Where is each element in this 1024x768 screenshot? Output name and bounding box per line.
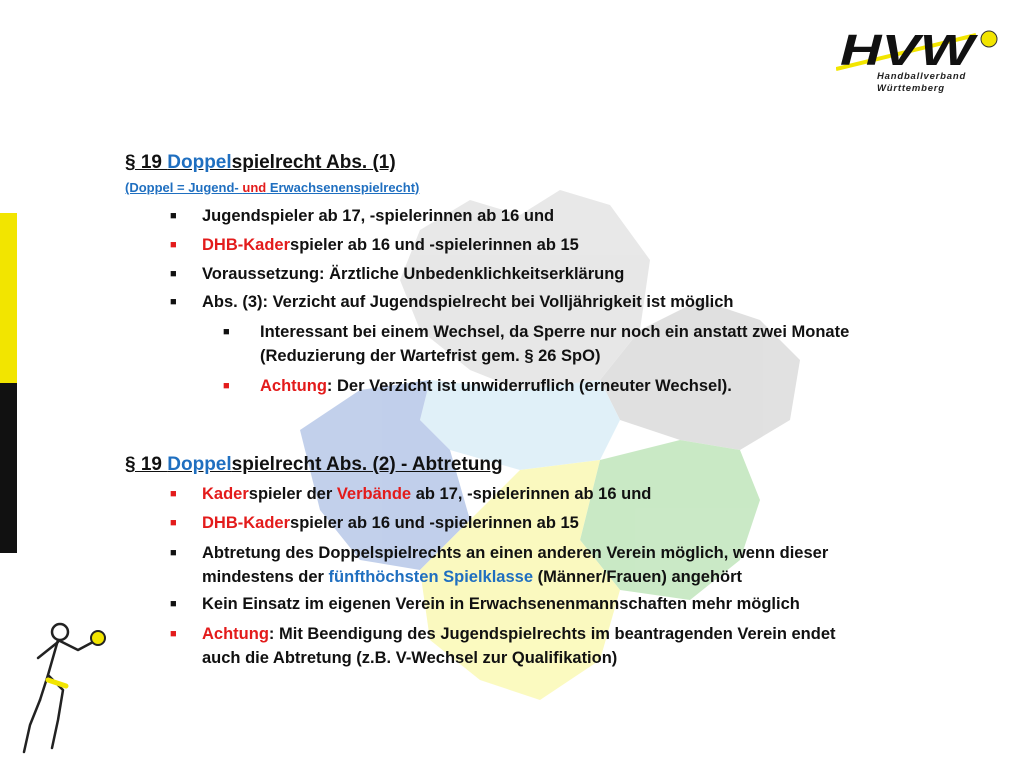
section1-subtitle: (Doppel = Jugend- und Erwachsenenspielrecht)	[125, 180, 420, 195]
square-bullet-icon: ■	[170, 210, 177, 222]
logo-line-2: Württemberg	[877, 83, 945, 94]
section1-heading: § 19 Doppelspielrecht Abs. (1)	[125, 152, 396, 173]
square-bullet-icon: ■	[170, 488, 177, 500]
square-bullet-icon: ■	[170, 268, 177, 280]
square-bullet-icon: ■	[170, 296, 177, 308]
square-bullet-icon: ■	[170, 239, 177, 251]
square-bullet-icon: ■	[170, 598, 177, 610]
square-bullet-icon: ■	[223, 380, 230, 392]
section2-heading: § 19 Doppelspielrecht Abs. (2) - Abtretung	[125, 454, 503, 475]
square-bullet-icon: ■	[170, 517, 177, 529]
slide-content: § 19 Doppelspielrecht Abs. (1) (Doppel = Jugend- und Erwachsenenspielrecht) ■ Jugendspieler ab 17, -spielerinnen ab 16 und ■ DHB-Kaderspieler ab 16 und -spielerinnen ab 15 ■ Voraussetzung: Ärztliche Unbedenklichkeitserklärung ■ Abs. (3): Verzicht auf Jugendspielrecht bei Volljährigkeit ist möglich ■ Interessant bei einem Wechsel, da Sperre nur noch ein anstatt zwei Monate (Reduzierung der Wartefrist gem. § 26 SpO) ■ Achtung: Der Verzicht ist unwiderruflich (erneuter Wechsel). § 19 Doppelspielrecht Abs. (2) - Abtretung ■ Kaderspieler der Verbände ab 17, -spielerinnen ab 16 und ■ DHB-Kaderspieler ab 16 und -spielerinnen ab 15 ■ Abtretung des Doppelspielrechts an einen anderen Verein möglich, wenn dieser mindestens der fünfthöchsten Spielklasse (Männer/Frauen) angehört ■ Kein Einsatz im eigenen Verein in Erwachsenenmannschaften mehr möglich ■ Achtung: Mit Beendigung des Jugendspielrechts im beantragenden Verein endet auch die Abtretung (z.B. V-Wechsel zur Qualifikation)	[125, 152, 850, 667]
square-bullet-icon: ■	[223, 326, 230, 338]
logo-line-1: Handballverband	[877, 71, 967, 82]
square-bullet-icon: ■	[170, 547, 177, 559]
handball-player-icon	[18, 620, 108, 760]
square-bullet-icon: ■	[170, 628, 177, 640]
logo-letters: HVW	[840, 26, 979, 75]
